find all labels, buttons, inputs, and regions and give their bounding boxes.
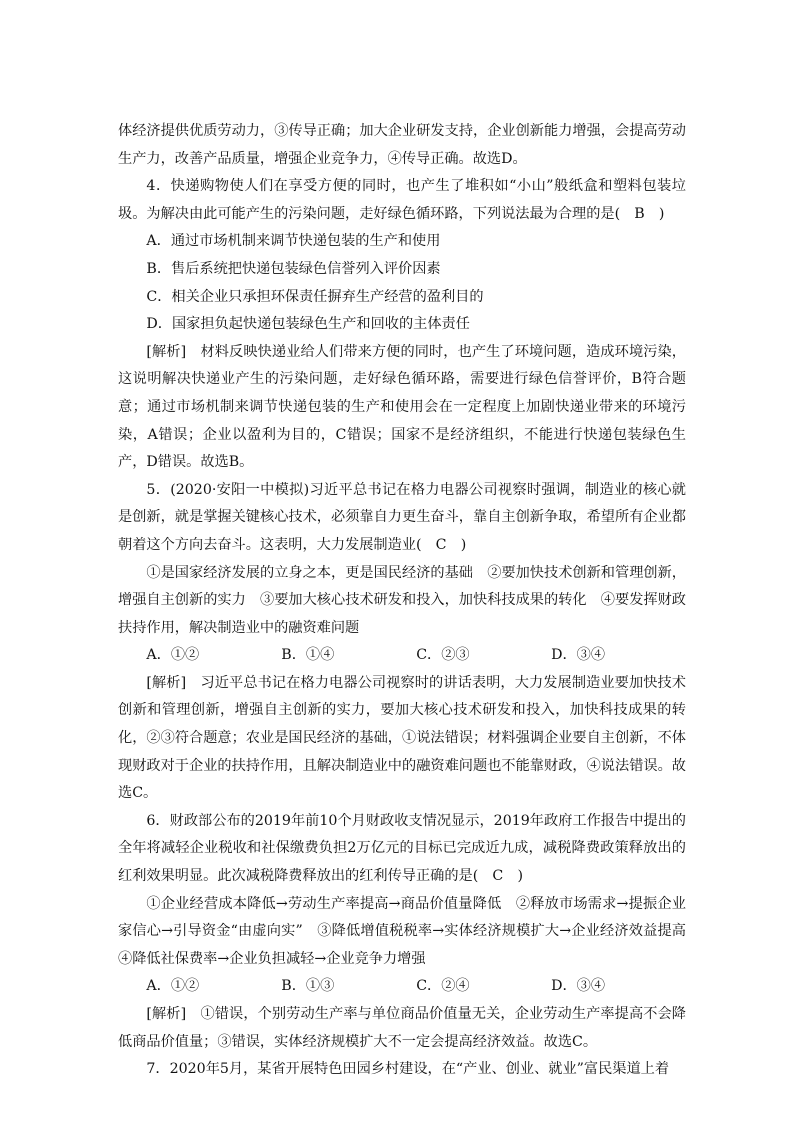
- answer-option: A．①②: [146, 978, 200, 995]
- paragraph: 4．快递购物使人们在享受方便的同时，也产生了堆积如“小山”般纸盒和塑料包装垃圾。为解决由此可能产生的污染问题，走好绿色循环路，下列说法最为合理的是( B ): [118, 178, 686, 222]
- paragraph: 体经济提供优质劳动力，③传导正确；加大企业研发支持，企业创新能力增强，会提高劳动生产力，改善产品质量，增强企业竞争力，④传导正确。故选D。: [118, 123, 686, 167]
- document-page: [118, 118, 701, 1084]
- answer-option: A．①②: [146, 647, 200, 664]
- paragraph: ①是国家经济发展的立身之本，更是国民经济的基础 ②要加快技术创新和管理创新，增强自主创新的实力 ③要加大核心技术研发和投入，加快科技成果的转化 ④要发挥财政扶持作用，解决制造业中的融资难问题: [118, 564, 686, 636]
- answer-option: B．①③: [281, 978, 335, 995]
- answer-option: D．③④: [551, 647, 606, 664]
- paragraph: [解析] 习近平总书记在格力电器公司视察时的讲话表明，大力发展制造业要加快技术创新和管理创新，增强自主创新的实力，要加大核心技术研发和投入，加快科技成果的转化，②③符合题意；农业是国民经济的基础，①说法错误；材料强调企业要自主创新，不体现财政对于企业的扶持作用，且解决制造业中的融资难问题也不能靠财政，④说法错误。故选C。: [118, 674, 686, 802]
- option-line: C．相关企业只承担环保责任摒弃生产经营的盈利目的: [146, 288, 484, 305]
- option-line: B．售后系统把快递包装绿色信誉列入评价因素: [146, 260, 441, 277]
- option-line: D．国家担负起快递包装绿色生产和回收的主体责任: [146, 316, 470, 333]
- paragraph: 5．(2020·安阳一中模拟)习近平总书记在格力电器公司视察时强调，制造业的核心就是创新，就是掌握关键核心技术，必须靠自力更生奋斗，靠自主创新争取，希望所有企业都朝着这个方向去奋斗。这表明，大力发展制造业( C ): [118, 481, 686, 553]
- answer-option: C．②④: [416, 978, 470, 995]
- answer-option: D．③④: [551, 978, 606, 995]
- paragraph: 6．财政部公布的2019年前10个月财政收支情况显示，2019年政府工作报告中提出的全年将减轻企业税收和社保缴费负担2万亿元的目标已完成近九成，减税降费政策释放出的红利效果明显。此次减税降费释放出的红利传导正确的是( C ): [118, 812, 686, 885]
- paragraph: 7．2020年5月，某省开展特色田园乡村建设，在“产业、创业、就业”富民渠道上着: [146, 1061, 670, 1078]
- answer-options-row: [118, 973, 686, 1001]
- option-line: A．通过市场机制来调节快递包装的生产和使用: [146, 233, 441, 250]
- paragraph: ①企业经营成本降低→劳动生产率提高→商品价值量降低 ②释放市场需求→提振企业家信心→引导资金“由虚向实” ③降低增值税税率→实体经济规模扩大→企业经济效益提高 ④降低社保费率→企业负担减轻→企业竞争力增强: [118, 895, 701, 967]
- answer-option: C．②③: [416, 647, 470, 664]
- paragraph: [解析] 材料反映快递业给人们带来方便的同时，也产生了环境问题，造成环境污染，这说明解决快递业产生的污染问题，走好绿色循环路，需要进行绿色信誉评价，B符合题意；通过市场机制来调节快递包装的生产和使用会在一定程度上加剧快递业带来的环境污染，A错误；企业以盈利为目的，C错误；国家不是经济组织，不能进行快递包装绿色生产，D错误。故选B。: [118, 343, 686, 471]
- answer-option: B．①④: [281, 647, 335, 664]
- answer-options-row: [118, 642, 686, 670]
- paragraph: [解析] ①错误，个别劳动生产率与单位商品价值量无关，企业劳动生产率提高不会降低商品价值量；③错误，实体经济规模扩大不一定会提高经济效益。故选C。: [118, 1006, 686, 1050]
